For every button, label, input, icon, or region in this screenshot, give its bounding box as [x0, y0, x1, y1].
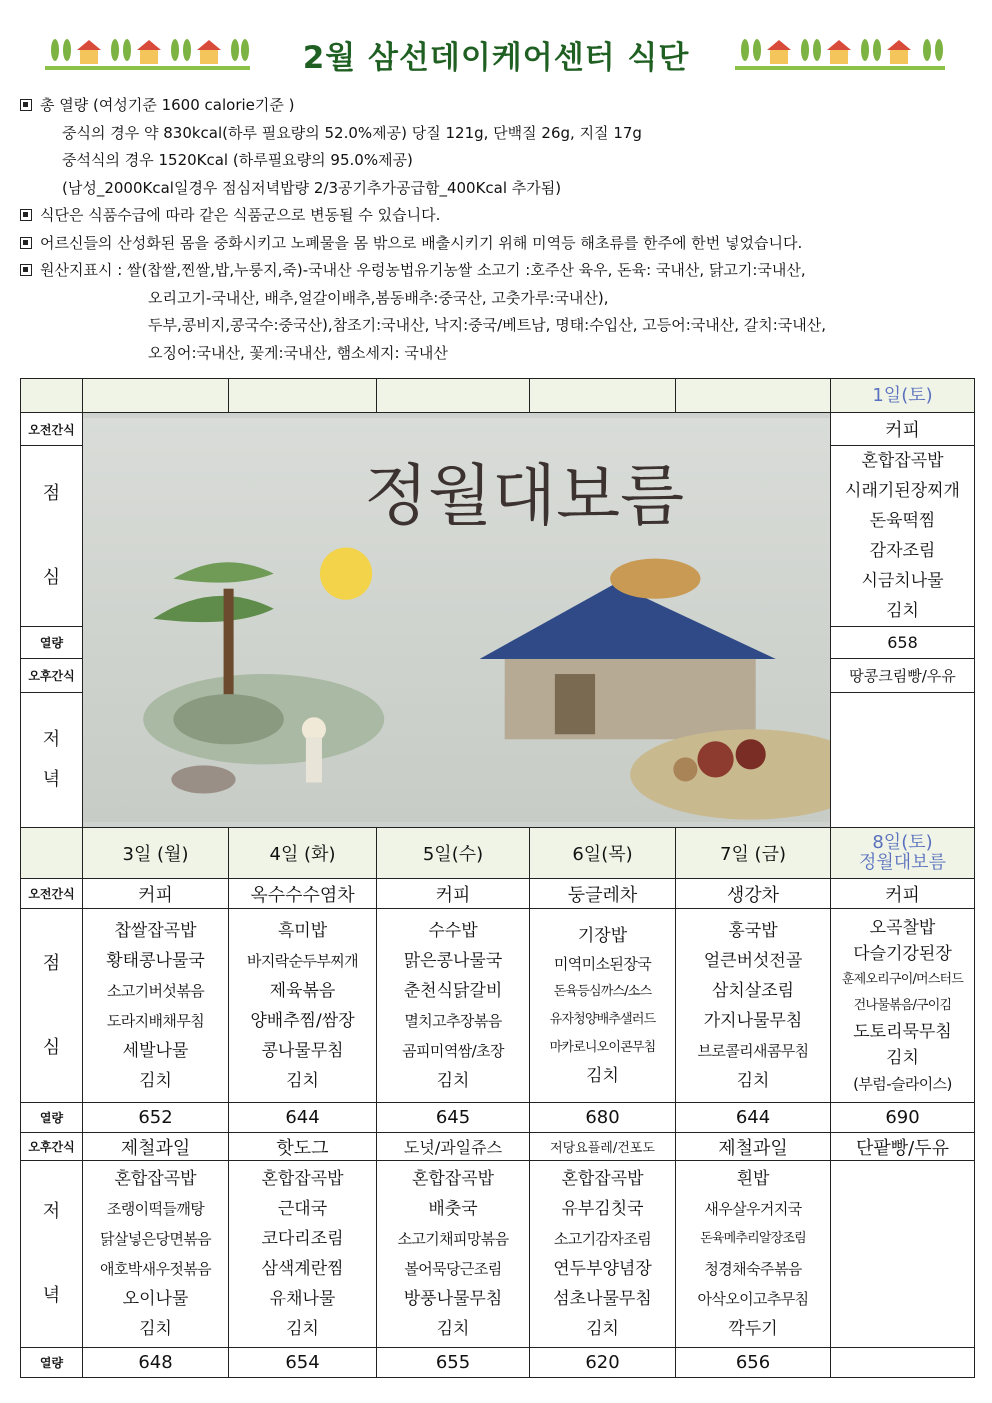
pm-snack-cell: 제철과일 — [676, 1133, 831, 1161]
row-label-lunch: 점 심 — [21, 909, 83, 1103]
calorie-cell: 648 — [83, 1348, 229, 1378]
row-label-lunch: 점 심 — [21, 446, 83, 627]
week2-am-snack-row — [21, 879, 975, 909]
am-snack-cell: 옥수수수염차 — [229, 879, 377, 909]
row-label: 오후간식 — [21, 659, 83, 693]
dinner-cell: 혼합잡곡밥 유부김칫국 소고기감자조림 연두부양념장 섬초나물무침 김치 — [530, 1161, 676, 1348]
bullet-icon — [20, 99, 32, 111]
lunch-cell: 홍국밥 얼큰버섯전골 삼치살조림 가지나물무침 브로콜리새콤무침 김치 — [676, 909, 831, 1103]
poster-illustration — [83, 413, 831, 828]
week2-pm-snack-row — [21, 1133, 975, 1161]
am-snack-cell: 생강차 — [676, 879, 831, 909]
lunch-cell: 찹쌀잡곡밥 황태콩나물국 소고기버섯볶음 도라지배채무침 세발나물 김치 — [83, 909, 229, 1103]
dinner-cell: 흰밥 새우살우거지국 돈육메추리알장조림 청경채숙주볶음 아삭오이고추무침 깍두기 — [676, 1161, 831, 1348]
lunch-cell: 수수밥 맑은콩나물국 춘천식닭갈비 멸치고추장볶음 곰피미역쌈/초장 김치 — [377, 909, 530, 1103]
am-snack-cell: 커피 — [83, 879, 229, 909]
week2-lunch-row — [21, 909, 975, 1103]
row-label-dinner: 저 녁 — [21, 693, 83, 828]
am-snack-cell: 커피 — [831, 413, 975, 446]
calorie-cell: 644 — [229, 1103, 377, 1133]
calorie-cell — [831, 1348, 975, 1378]
day-header: 5일(수) — [377, 828, 530, 879]
row-label: 오전간식 — [21, 879, 83, 909]
calorie-cell: 656 — [676, 1348, 831, 1378]
pm-snack-cell: 도넛/과일쥬스 — [377, 1133, 530, 1161]
week2-calorie-row — [21, 1103, 975, 1133]
week2-dinner-row — [21, 1161, 975, 1348]
calorie-cell: 645 — [377, 1103, 530, 1133]
day-header: 6일(목) — [530, 828, 676, 879]
calorie-cell: 644 — [676, 1103, 831, 1133]
dinner-cell: 혼합잡곡밥 배춧국 소고기채피망볶음 볼어묵당근조림 방풍나물무침 김치 — [377, 1161, 530, 1348]
row-label: 오후간식 — [21, 1133, 83, 1161]
bullet-icon — [20, 209, 32, 221]
row-label: 열량 — [21, 1103, 83, 1133]
bullet-icon — [20, 264, 32, 276]
note-male: (남성_2000Kcal일경우 점심저녁밥량 2/3공기추가공급함_400Kcal 추가됨) — [62, 178, 562, 197]
village-decoration-icon — [735, 36, 945, 72]
day-header: 1일(토) — [831, 379, 975, 413]
dinner-cell: 혼합잡곡밥 근대국 코다리조림 삼색계란찜 유채나물 김치 — [229, 1161, 377, 1348]
lunch-cell: 혼합잡곡밥 시래기된장찌개 돈육떡찜 감자조림 시금치나물 김치 — [831, 446, 975, 627]
row-label: 열량 — [21, 1348, 83, 1378]
row-label: 오전간식 — [21, 413, 83, 446]
bullet-icon — [20, 237, 32, 249]
note-origin-4: 오징어:국내산, 꽃게:국내산, 햄소세지: 국내산 — [148, 343, 448, 362]
lunch-cell: 흑미밥 바지락순두부찌개 제육볶음 양배추찜/쌈장 콩나물무침 김치 — [229, 909, 377, 1103]
notes — [20, 92, 975, 367]
poster-title: 정월대보름 — [364, 456, 685, 535]
note-calorie: 총 열량 (여성기준 1600 calorie기준 ) — [20, 92, 975, 120]
calorie-cell: 690 — [831, 1103, 975, 1133]
note-seaweed: 어르신들의 산성화된 몸을 중화시키고 노폐물을 몸 밖으로 배출시키기 위해 미역등 해초류를 한주에 한번 넣었습니다. — [20, 230, 975, 258]
week2-header-row — [21, 828, 975, 879]
am-snack-cell: 커피 — [377, 879, 530, 909]
day-header-sat: 8일(토) 정월대보름 — [831, 828, 975, 879]
am-snack-cell: 커피 — [831, 879, 975, 909]
calorie-cell: 655 — [377, 1348, 530, 1378]
calorie-cell: 680 — [530, 1103, 676, 1133]
day-header: 3일 (월) — [83, 828, 229, 879]
lunch-cell: 기장밥 미역미소된장국 돈육등심까스/소스 유자청양배추샐러드 마카로니오이콘무침 김치 — [530, 909, 676, 1103]
calorie-cell: 620 — [530, 1348, 676, 1378]
row-label: 열량 — [21, 627, 83, 659]
calorie-cell: 652 — [83, 1103, 229, 1133]
pm-snack-cell: 저당요플레/건포도 — [530, 1133, 676, 1161]
week1-am-snack-row — [21, 413, 975, 446]
week2-dinner-calorie-row — [21, 1348, 975, 1378]
pm-snack-cell: 땅콩크림빵/우유 — [831, 659, 975, 693]
pm-snack-cell: 제철과일 — [83, 1133, 229, 1161]
dinner-cell — [831, 1161, 975, 1348]
am-snack-cell: 둥글레차 — [530, 879, 676, 909]
row-label-dinner: 저 녁 — [21, 1161, 83, 1348]
note-origin-2: 오리고기-국내산, 배추,얼갈이배추,봄동배추:중국산, 고춧가루:국내산), — [148, 288, 609, 307]
lunch-cell: 오곡찰밥 다슬기강된장 훈제오리구이/머스터드 건나물볶음/구이김 도토리묵무침 김치 (부럼-슬라이스) — [831, 909, 975, 1103]
page-title: 2월 삼선데이케어센터 식단 — [302, 40, 690, 76]
menu-table — [20, 378, 975, 1378]
pm-snack-cell: 핫도그 — [229, 1133, 377, 1161]
note-lunch-nutrition: 중식의 경우 약 830kcal(하루 필요량의 52.0%제공) 당질 121g, 단백질 26g, 지질 17g — [62, 123, 642, 142]
note-origin: 원산지표시 : 쌀(찹쌀,찐쌀,밥,누룽지,죽)-국내산 우렁농법유기농쌀 소고기 :호주산 육우, 돈육: 국내산, 닭고기:국내산, — [20, 257, 975, 285]
note-lunch-dinner: 중석식의 경우 1520Kcal (하루필요량의 95.0%제공) — [62, 151, 413, 169]
calorie-cell: 654 — [229, 1348, 377, 1378]
week1-header-row — [21, 379, 975, 413]
dinner-cell: 혼합잡곡밥 조랭이떡들깨탕 닭살넣은당면볶음 애호박새우젓볶음 오이나물 김치 — [83, 1161, 229, 1348]
full-moon-festival-poster-icon — [83, 418, 830, 823]
calorie-cell: 658 — [831, 627, 975, 659]
pm-snack-cell: 단팥빵/두유 — [831, 1133, 975, 1161]
note-change: 식단은 식품수급에 따라 같은 식품군으로 변동될 수 있습니다. — [20, 202, 975, 230]
day-header: 4일 (화) — [229, 828, 377, 879]
title-row — [0, 30, 992, 78]
day-header: 7일 (금) — [676, 828, 831, 879]
dinner-cell — [831, 693, 975, 828]
note-origin-3: 두부,콩비지,콩국수:중국산),참조기:국내산, 낙지:중국/베트남, 명태:수입산, 고등어:국내산, 갈치:국내산, — [148, 316, 827, 334]
